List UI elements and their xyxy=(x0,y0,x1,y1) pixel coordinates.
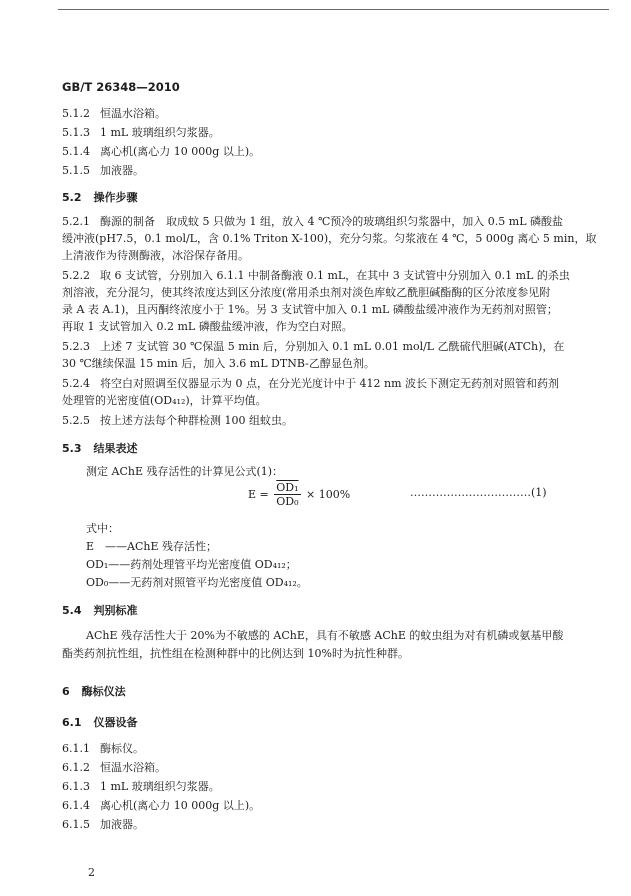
where-label: 式中： xyxy=(86,522,119,535)
clause-6-1-2: 6.1.2 恒温水浴箱。 xyxy=(62,761,166,774)
clause-5-2-1-cont-2: 上清液作为待测酶液，冰浴保存备用。 xyxy=(62,249,249,262)
criteria-para-1: AChE 残存活性大于 20%为不敏感的 AChE，具有不敏感 AChE 的蚊虫组为对有机磷或氨基甲酸 xyxy=(86,629,564,642)
clause-5-2-3-cont: 30 ℃继续保温 15 min 后，加入 3.6 mL DTNB-乙醇显色剂。 xyxy=(62,357,375,370)
clause-5-2-2: 5.2.2 取 6 支试管，分别加入 6.1.1 中制备酶液 0.1 mL，在其中 3 支试管中分别加入 0.1 mL 的杀虫 xyxy=(62,269,570,282)
formula-numerator: OD₁ xyxy=(276,481,299,494)
formula-number: ……………………………(1) xyxy=(410,486,547,499)
formula-fraction xyxy=(274,481,300,508)
where-od1: OD₁——药剂处理管平均光密度值 OD₄₁₂； xyxy=(86,558,297,571)
section-6-heading: 6 酶标仪法 xyxy=(62,685,126,698)
formula-intro: 测定 AChE 残存活性的计算见公式(1)： xyxy=(86,465,284,478)
clause-5-1-3: 5.1.3 1 mL 玻璃组织匀浆器。 xyxy=(62,126,220,139)
top-rule xyxy=(58,9,609,10)
standard-header: GB/T 26348—2010 xyxy=(62,80,180,94)
formula-lhs: E = xyxy=(248,488,269,501)
clause-6-1-1: 6.1.1 酶标仪。 xyxy=(62,742,144,755)
formula-denominator: OD₀ xyxy=(276,495,299,508)
where-od0: OD₀——无药剂对照管平均光密度值 OD₄₁₂。 xyxy=(86,576,308,589)
section-5-4-heading: 5.4 判别标准 xyxy=(62,604,138,617)
clause-5-2-2-cont-2: 录 A 表 A.1)，且丙酮终浓度小于 1%。另 3 支试管中加入 0.1 mL 磷酸盐缓冲液作为无药剂对照管； xyxy=(62,303,558,316)
clause-5-2-5: 5.2.5 按上述方法每个种群检测 100 组蚊虫。 xyxy=(62,414,293,427)
clause-5-2-2-cont-1: 剂溶液，充分混匀，使其终浓度达到区分浓度(常用杀虫剂对淡色库蚊乙酰胆碱酯酶的区分浓度参见附 xyxy=(62,286,551,299)
clause-5-2-1-cont-1: 缓冲液(pH7.5，0.1 mol/L，含 0.1% Triton X-100)，充分匀浆。匀浆液在 4 ℃，5 000g 离心 5 min，取 xyxy=(62,232,597,245)
section-6-1-heading: 6.1 仪器设备 xyxy=(62,716,138,729)
clause-6-1-4: 6.1.4 离心机(离心力 10 000g 以上)。 xyxy=(62,799,261,812)
section-5-2-heading: 5.2 操作步骤 xyxy=(62,191,138,204)
clause-5-2-4: 5.2.4 将空白对照调至仪器显示为 0 点，在分光光度计中于 412 nm 波长下测定无药剂对照管和药剂 xyxy=(62,377,559,390)
clause-5-2-2-cont-3: 再取 1 支试管加入 0.2 mL 磷酸盐缓冲液，作为空白对照。 xyxy=(62,320,353,333)
clause-5-2-1: 5.2.1 酶源的制备 取成蚊 5 只做为 1 组，放入 4 ℃预冷的玻璃组织匀浆器中，加入 0.5 mL 磷酸盐 xyxy=(62,215,563,228)
formula-rhs: × 100% xyxy=(306,488,351,501)
where-e: E ——AChE 残存活性； xyxy=(86,540,218,553)
page-number: 2 xyxy=(88,866,95,879)
clause-5-2-3: 5.2.3 上述 7 支试管 30 ℃保温 5 min 后，分别加入 0.1 mL 0.01 mol/L 乙酰硫代胆碱(ATCh)，在 xyxy=(62,340,565,353)
clause-6-1-3: 6.1.3 1 mL 玻璃组织匀浆器。 xyxy=(62,780,220,793)
clause-5-1-2: 5.1.2 恒温水浴箱。 xyxy=(62,107,166,120)
clause-5-2-4-cont: 处理管的光密度值(OD₄₁₂)，计算平均值。 xyxy=(62,394,267,407)
section-5-3-heading: 5.3 结果表述 xyxy=(62,442,138,455)
clause-5-1-4: 5.1.4 离心机(离心力 10 000g 以上)。 xyxy=(62,145,261,158)
criteria-para-2: 酯类药剂抗性组，抗性组在检测种群中的比例达到 10%时为抗性种群。 xyxy=(62,647,409,660)
clause-6-1-5: 6.1.5 加液器。 xyxy=(62,818,144,831)
formula-1 xyxy=(248,481,350,508)
clause-5-1-5: 5.1.5 加液器。 xyxy=(62,164,144,177)
